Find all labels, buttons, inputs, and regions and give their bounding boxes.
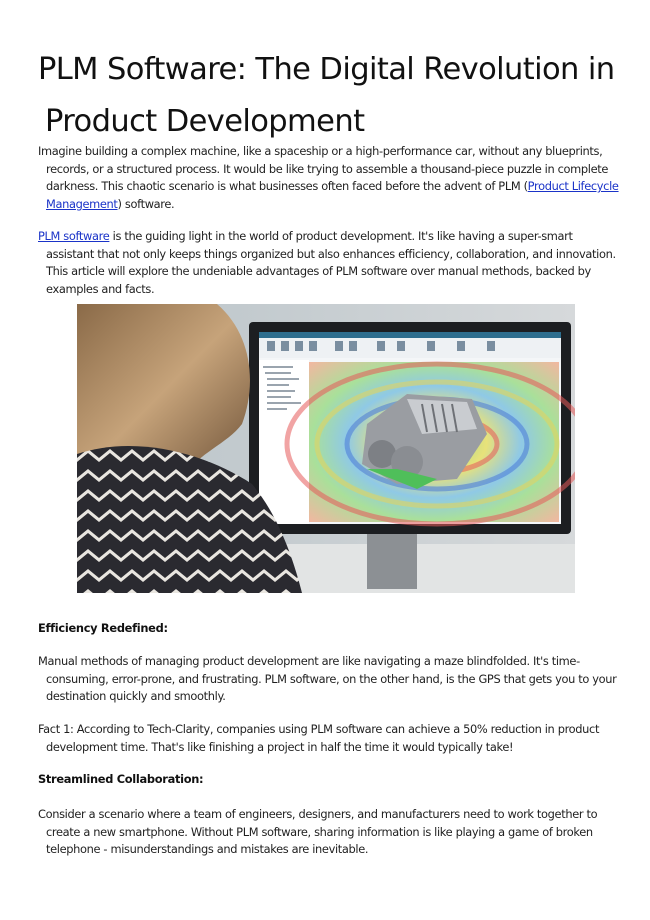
article-title [38,44,638,148]
overview-text: is the guiding light in the world of product development. It's like having a super-smart assistant that not only keeps things organized but also enhances efficiency, collaboration, and innovation. This article will explore the undeniable advantages of PLM software over manual methods, backed by examples and facts. [46,229,616,296]
plm-definition-link[interactable]: Product Lifecycle Management [46,179,619,211]
section-heading-collaboration: Streamlined Collaboration: [38,772,204,786]
collaboration-paragraph: Consider a scenario where a team of engineers, designers, and manufacturers need to work together to create a new smartphone. Without PLM software, sharing information is like playing a game of broken telephone - misunderstandings and mistakes are inevitable. [38,807,598,857]
plm-software-link[interactable]: PLM software [38,229,110,243]
engineer-at-monitor-illustration [77,304,575,593]
intro-text-end: ) software. [117,196,175,211]
intro-text: Imagine building a complex machine, like a spaceship or a high-performance car, without any blueprints, records, or a structured process. It would be like trying to assemble a thousand-piece puzzle in complete darkness. This chaotic scenario is what businesses often faced before the advent of PLM ( [38,144,609,194]
overview-paragraph [38,228,623,298]
intro-paragraph [38,143,623,213]
section-heading-efficiency: Efficiency Redefined: [38,621,168,635]
title-line-1: PLM Software: The Digital Revolution in [38,52,615,87]
title-line-2: Product Development [45,104,365,139]
efficiency-paragraph: Manual methods of managing product development are like navigating a maze blindfolded. It's time-consuming, error-prone, and frustrating. PLM software, on the other hand, is the GPS that gets you to your destination quickly and smoothly. [38,654,617,704]
hero-image [77,304,575,593]
fact-1-paragraph: Fact 1: According to Tech-Clarity, companies using PLM software can achieve a 50% reduction in product development time. That's like finishing a project in half the time it would typically take! [38,722,600,754]
